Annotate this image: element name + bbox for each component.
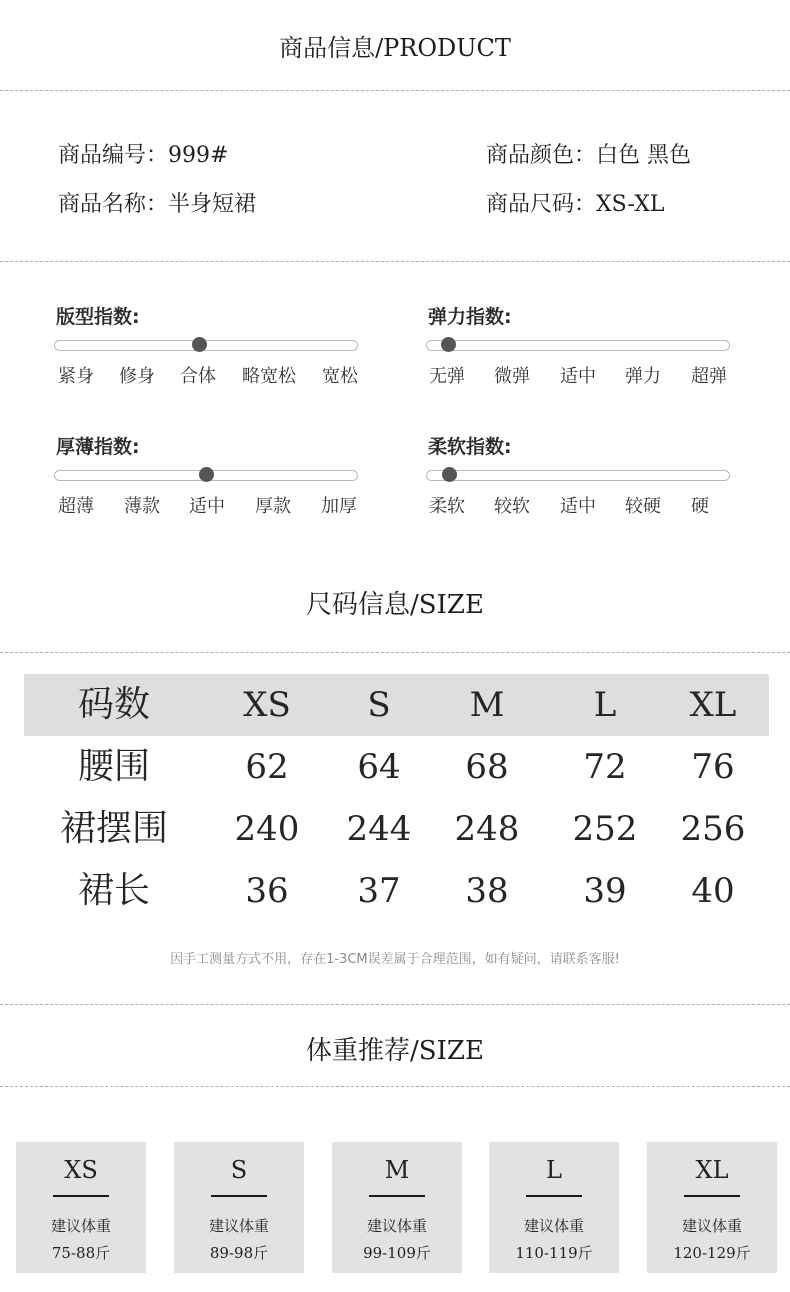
divider (0, 652, 790, 653)
weight-section-title: 体重推荐/SIZE (306, 1036, 484, 1066)
table-cell: 64 (357, 747, 401, 787)
table-header-cell: M (469, 685, 505, 725)
index-option: 弹力 (625, 366, 661, 387)
product-size: 商品尺码：XS-XL (486, 192, 665, 217)
weight-card (489, 1142, 619, 1273)
divider (0, 261, 790, 262)
product-code: 商品编号：999# (58, 143, 229, 168)
size-table (24, 674, 769, 922)
index-title: 弹力指数: (428, 306, 512, 328)
table-header-cell: L (593, 685, 617, 725)
weight-card (174, 1142, 304, 1273)
product-name: 商品名称：半身短裙 (58, 192, 257, 217)
table-row (24, 736, 769, 798)
table-cell: 裙长 (77, 870, 150, 911)
table-header-cell: 码数 (77, 684, 150, 725)
weight-card-bar (684, 1195, 740, 1197)
table-header-cell: XL (689, 685, 737, 725)
table-cell: 40 (691, 871, 735, 911)
weight-card-range: 99-109斤 (363, 1244, 431, 1262)
table-row (24, 798, 769, 860)
index-option: 厚款 (255, 496, 291, 517)
table-cell: 裙摆围 (59, 808, 168, 849)
index-option: 柔软 (429, 496, 465, 517)
table-cell: 39 (583, 871, 627, 911)
index-track (426, 470, 730, 481)
table-cell: 62 (245, 747, 289, 787)
weight-card-range: 89-98斤 (209, 1244, 269, 1262)
index-title: 柔软指数: (428, 436, 512, 458)
weight-card-label: 建议体重 (366, 1217, 427, 1235)
table-cell: 252 (572, 809, 638, 849)
weight-card-size: M (384, 1156, 410, 1184)
weight-card-bar (369, 1195, 425, 1197)
weight-card-range: 120-129斤 (673, 1244, 751, 1262)
index-option: 微弹 (494, 366, 530, 387)
weight-card-bar (526, 1195, 582, 1197)
divider (0, 1004, 790, 1005)
weight-card (647, 1142, 777, 1273)
weight-card-label: 建议体重 (681, 1217, 742, 1235)
table-header-cell: S (367, 685, 391, 725)
weight-card-bar (211, 1195, 267, 1197)
index-option: 硬 (691, 496, 709, 517)
table-cell: 36 (245, 871, 289, 911)
weight-card-label: 建议体重 (523, 1217, 584, 1235)
table-cell: 240 (234, 809, 300, 849)
weight-card-label: 建议体重 (208, 1217, 269, 1235)
table-cell: 38 (465, 871, 509, 911)
divider (0, 1086, 790, 1087)
weight-card-bar (53, 1195, 109, 1197)
size-section-title: 尺码信息/SIZE (306, 590, 484, 620)
table-header-cell: XS (243, 685, 291, 725)
index-option: 较软 (494, 496, 530, 517)
index-option: 紧身 (58, 366, 94, 387)
product-color: 商品颜色：白色 黑色 (486, 143, 691, 168)
index-title: 版型指数: (56, 306, 140, 328)
index-option: 适中 (560, 496, 596, 517)
index-option: 修身 (119, 366, 155, 387)
index-option: 无弹 (429, 366, 465, 387)
table-cell: 37 (357, 871, 401, 911)
table-cell: 76 (691, 747, 735, 787)
index-option: 超弹 (691, 366, 727, 387)
table-cell: 256 (680, 809, 746, 849)
weight-card (332, 1142, 462, 1273)
table-cell: 244 (346, 809, 412, 849)
weight-card (16, 1142, 146, 1273)
index-knob (441, 337, 456, 352)
measurement-note: 因手工测量方式不用，存在1-3CM误差属于合理范围，如有疑问，请联系客服! (170, 952, 620, 967)
index-option: 较硬 (625, 496, 661, 517)
index-option: 合体 (180, 366, 216, 387)
index-option: 适中 (560, 366, 596, 387)
index-knob (442, 467, 457, 482)
table-header-row (24, 674, 769, 736)
index-option: 略宽松 (242, 366, 296, 387)
weight-card-range: 75-88斤 (51, 1244, 111, 1262)
index-option: 适中 (189, 496, 225, 517)
product-section-title: 商品信息/PRODUCT (279, 34, 511, 62)
index-option: 宽松 (322, 366, 358, 387)
table-cell: 68 (465, 747, 509, 787)
table-cell: 72 (583, 747, 627, 787)
index-knob (199, 467, 214, 482)
weight-card-range: 110-119斤 (515, 1244, 593, 1262)
table-row (24, 860, 769, 922)
weight-card-size: XL (695, 1156, 729, 1184)
index-track (426, 340, 730, 351)
index-knob (192, 337, 207, 352)
table-cell: 248 (454, 809, 520, 849)
weight-card-size: S (230, 1156, 248, 1184)
index-option: 超薄 (58, 496, 94, 517)
divider (0, 90, 790, 91)
index-title: 厚薄指数: (56, 436, 140, 458)
index-option: 加厚 (321, 496, 357, 517)
weight-card-size: XS (64, 1156, 98, 1184)
index-track (54, 340, 358, 351)
weight-card-label: 建议体重 (50, 1217, 111, 1235)
index-track (54, 470, 358, 481)
index-option: 薄款 (124, 496, 160, 517)
table-cell: 腰围 (77, 746, 150, 787)
weight-card-size: L (546, 1156, 562, 1184)
